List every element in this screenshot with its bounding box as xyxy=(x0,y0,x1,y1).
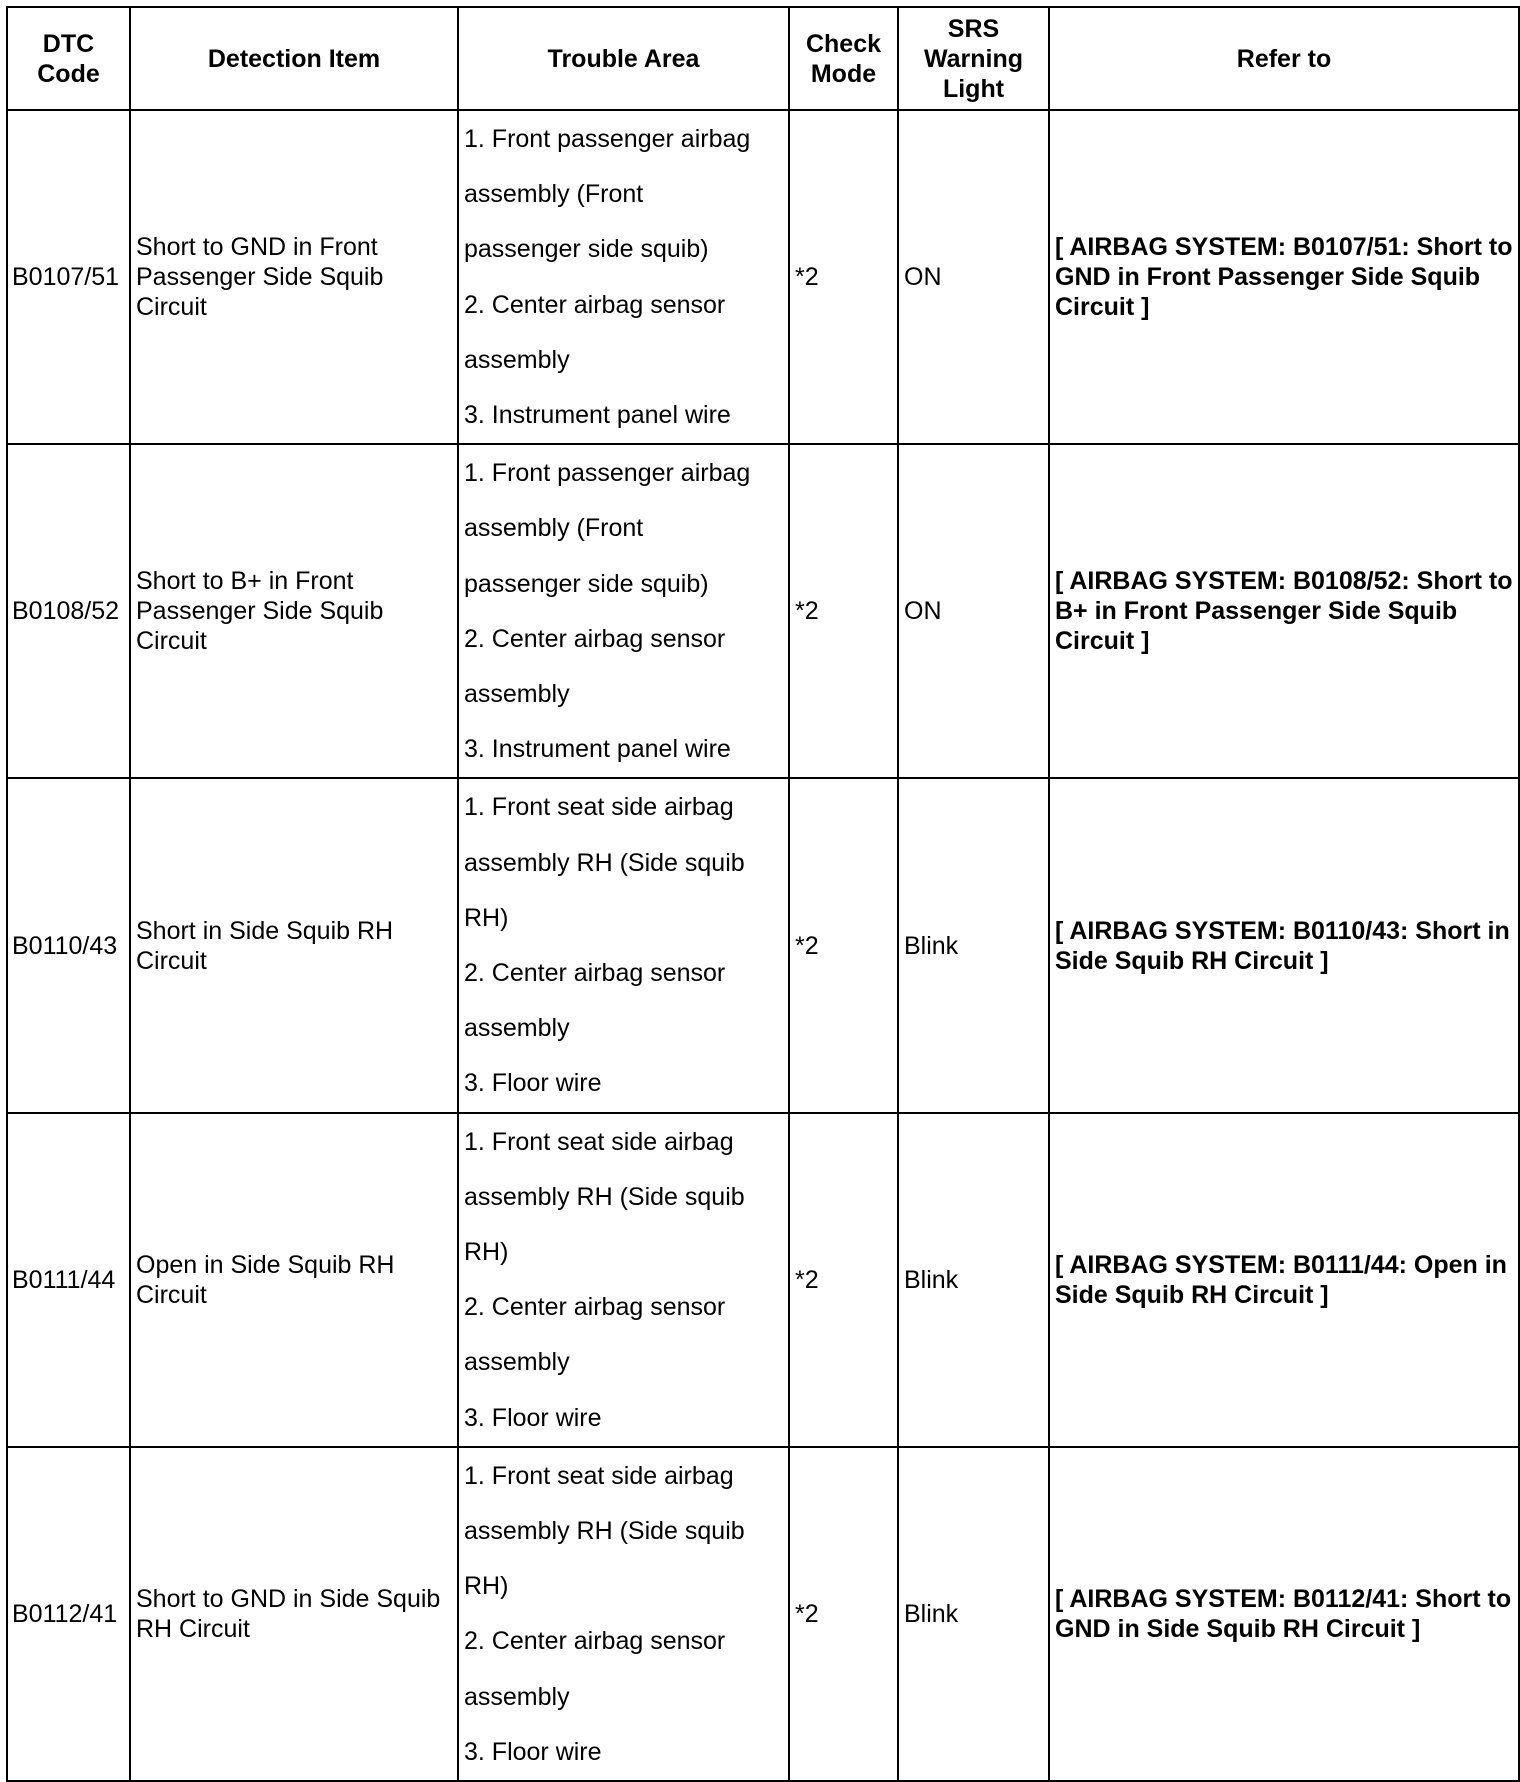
header-srs-warning-light: SRS Warning Light xyxy=(898,7,1049,110)
trouble-area-line: 3. Floor wire xyxy=(464,1737,602,1766)
header-refer-to: Refer to xyxy=(1049,7,1519,110)
trouble-area-line: 3. Floor wire xyxy=(464,1069,602,1098)
table-row xyxy=(7,444,1519,778)
trouble-area-line: assembly (Front xyxy=(464,514,644,543)
table-row xyxy=(7,110,1519,444)
header-dtc-code: DTC Code xyxy=(7,7,130,110)
check-mode-cell: *2 xyxy=(789,444,898,778)
trouble-area-line: passenger side squib) xyxy=(464,235,709,264)
refer-to-cell: [ AIRBAG SYSTEM: B0108/52: Short to B+ in Front Passenger Side Squib Circuit ] xyxy=(1049,444,1519,778)
trouble-area-line: 3. Instrument panel wire xyxy=(464,401,731,430)
table-row xyxy=(7,1113,1519,1447)
refer-to-cell: [ AIRBAG SYSTEM: B0110/43: Short in Side Squib RH Circuit ] xyxy=(1049,778,1519,1112)
dtc-code-cell: B0111/44 xyxy=(7,1113,130,1447)
detection-item-cell: Short to GND in Front Passenger Side Squib Circuit xyxy=(130,110,458,444)
trouble-area-line: RH) xyxy=(464,1572,509,1601)
trouble-area-line: 2. Center airbag sensor xyxy=(464,1627,726,1656)
srs-warning-light-cell: Blink xyxy=(898,1113,1049,1447)
trouble-area-line: 2. Center airbag sensor xyxy=(464,290,726,319)
trouble-area-cell xyxy=(458,778,789,1112)
check-mode-cell: *2 xyxy=(789,1447,898,1781)
header-check-mode: Check Mode xyxy=(789,7,898,110)
trouble-area-line: 2. Center airbag sensor xyxy=(464,959,726,988)
refer-to-cell: [ AIRBAG SYSTEM: B0107/51: Short to GND in Front Passenger Side Squib Circuit ] xyxy=(1049,110,1519,444)
trouble-area-line: 1. Front passenger airbag xyxy=(464,125,751,153)
dtc-code-cell: B0112/41 xyxy=(7,1447,130,1781)
check-mode-cell: *2 xyxy=(789,110,898,444)
refer-to-cell: [ AIRBAG SYSTEM: B0112/41: Short to GND in Side Squib RH Circuit ] xyxy=(1049,1447,1519,1781)
trouble-area-line: passenger side squib) xyxy=(464,569,709,598)
trouble-area-line: 1. Front seat side airbag xyxy=(464,1461,734,1490)
trouble-area-line: assembly RH (Side squib xyxy=(464,1517,745,1546)
detection-item-cell: Short in Side Squib RH Circuit xyxy=(130,778,458,1112)
trouble-area-line: 1. Front seat side airbag xyxy=(464,793,734,822)
dtc-code-cell: B0110/43 xyxy=(7,778,130,1112)
trouble-area-cell xyxy=(458,1447,789,1781)
check-mode-cell: *2 xyxy=(789,778,898,1112)
trouble-area-line: 2. Center airbag sensor xyxy=(464,624,726,653)
trouble-area-line: assembly xyxy=(464,680,570,709)
trouble-area-cell xyxy=(458,1113,789,1447)
dtc-code-cell: B0108/52 xyxy=(7,444,130,778)
trouble-area-line: 3. Floor wire xyxy=(464,1403,602,1432)
dtc-table xyxy=(6,6,1520,1782)
trouble-area-line: 3. Instrument panel wire xyxy=(464,735,731,764)
trouble-area-line: assembly xyxy=(464,1014,570,1043)
trouble-area-line: 2. Center airbag sensor xyxy=(464,1293,726,1322)
check-mode-cell: *2 xyxy=(789,1113,898,1447)
trouble-area-line: 1. Front passenger airbag xyxy=(464,459,751,488)
srs-warning-light-cell: Blink xyxy=(898,1447,1049,1781)
trouble-area-line: assembly xyxy=(464,1682,570,1711)
trouble-area-line: RH) xyxy=(464,903,509,932)
trouble-area-line: assembly RH (Side squib xyxy=(464,1182,745,1211)
header-detection-item: Detection Item xyxy=(130,7,458,110)
trouble-area-line: RH) xyxy=(464,1238,509,1267)
detection-item-cell: Open in Side Squib RH Circuit xyxy=(130,1113,458,1447)
trouble-area-cell xyxy=(458,444,789,778)
srs-warning-light-cell: ON xyxy=(898,444,1049,778)
table-body xyxy=(7,110,1519,1781)
detection-item-cell: Short to B+ in Front Passenger Side Squib Circuit xyxy=(130,444,458,778)
refer-to-cell: [ AIRBAG SYSTEM: B0111/44: Open in Side Squib RH Circuit ] xyxy=(1049,1113,1519,1447)
srs-warning-light-cell: ON xyxy=(898,110,1049,444)
dtc-code-cell: B0107/51 xyxy=(7,110,130,444)
trouble-area-line: assembly RH (Side squib xyxy=(464,848,745,877)
header-row xyxy=(7,7,1519,110)
trouble-area-line: assembly (Front xyxy=(464,180,644,209)
header-trouble-area: Trouble Area xyxy=(458,7,789,110)
srs-warning-light-cell: Blink xyxy=(898,778,1049,1112)
table-row xyxy=(7,1447,1519,1781)
trouble-area-line: assembly xyxy=(464,1348,570,1377)
detection-item-cell: Short to GND in Side Squib RH Circuit xyxy=(130,1447,458,1781)
trouble-area-cell xyxy=(458,110,789,444)
table-row xyxy=(7,778,1519,1112)
trouble-area-line: 1. Front seat side airbag xyxy=(464,1127,734,1156)
trouble-area-line: assembly xyxy=(464,345,570,374)
